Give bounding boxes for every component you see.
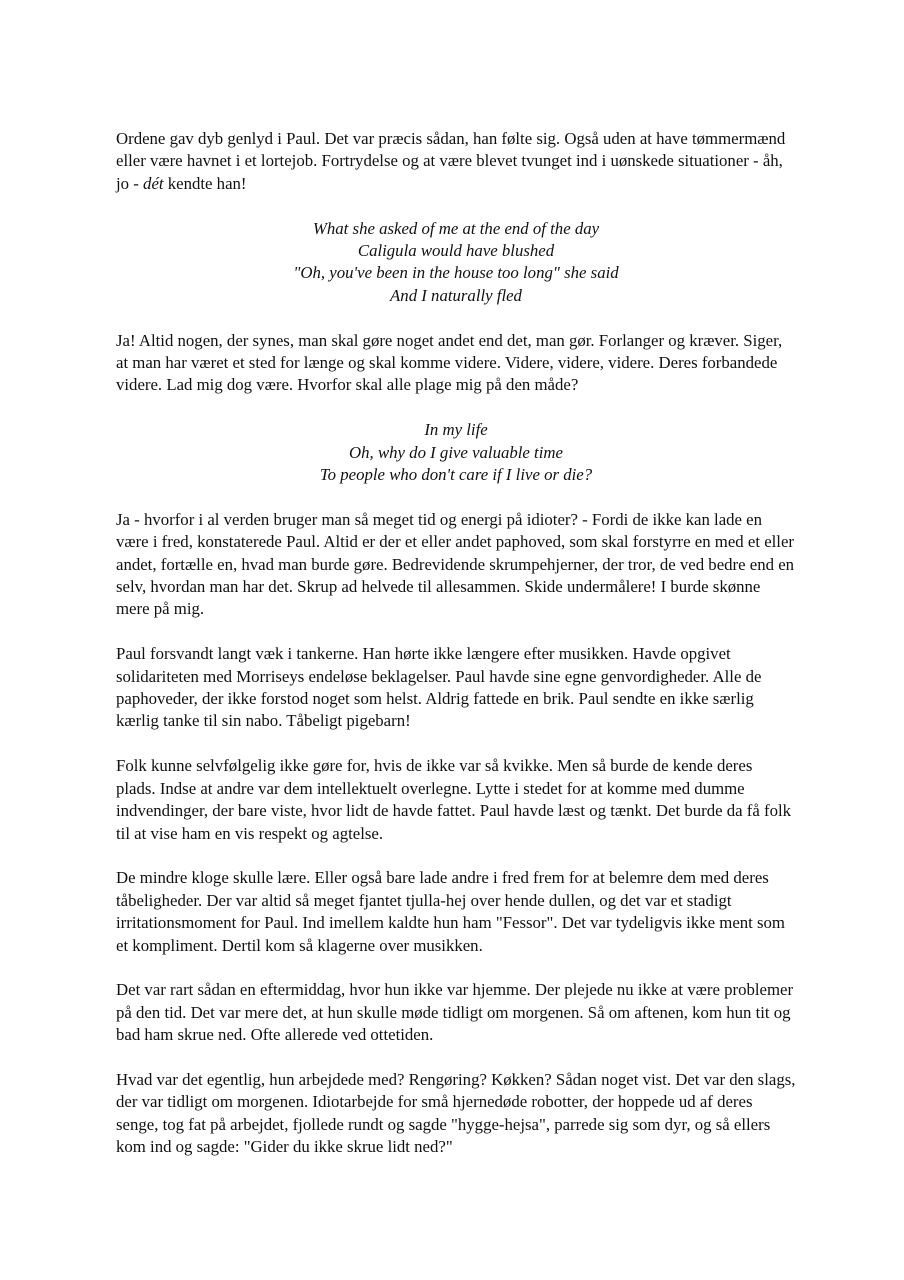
paragraph-1 — [116, 128, 796, 195]
paragraph-6: De mindre kloge skulle lære. Eller også bare lade andre i fred frem for at belemre dem med deres tåbeligheder. Der var altid så meget fjantet tjulla-hej over hende dullen, og det var et stadigt irritationsmoment for Paul. Ind imellem kaldte hun ham "Fessor". Det var tydeligvis ikke ment som et kompliment. Dertil kom så klagerne over musikken. — [116, 868, 785, 955]
document-page — [116, 128, 796, 1181]
lyric-verse-2 — [116, 419, 796, 486]
paragraph-8: Hvad var det egentlig, hun arbejdede med? Rengøring? Køkken? Sådan noget vist. Det var den slags, der var tidligt om morgenen. Idiotarbejde for små hjernedøde robotter, der hoppede ud af deres senge, tog fat på arbejdet, fjollede rundt og sagde "hygge-hejsa", parrede sig som dyr, og så ellers kom ind og sagde: "Gider du ikke skrue lidt ned?" — [116, 1069, 796, 1157]
paragraph-5: Folk kunne selvfølgelig ikke gøre for, hvis de ikke var så kvikke. Men så burde de kende deres plads. Indse at andre var dem intellektuelt overlegne. Lytte i stedet for at komme med dumme indvendinger, der bare viste, hvor lidt de havde fattet. Paul havde læst og tænkt. Det burde da få folk til at vise ham en vis respekt og agtelse. — [116, 756, 792, 843]
verse-line: Oh, why do I give valuable time — [349, 442, 563, 462]
verse-line: Caligula would have blushed — [357, 241, 555, 261]
paragraph-1-emphasis: dét — [143, 173, 164, 193]
verse-line: "Oh, you've been in the house too long" she said — [293, 263, 619, 283]
paragraph-7: Det var rart sådan en eftermiddag, hvor hun ikke var hjemme. Der plejede nu ikke at være problemer på den tid. Det var mere det, at hun skulle møde tidligt om morgenen. Så om aftenen, kom hun tit og bad ham skrue ned. Ofte allerede ved ottetiden. — [116, 980, 794, 1045]
paragraph-1-text: Ordene gav dyb genlyd i Paul. Det var præcis sådan, han følte sig. Også uden at have tømmermænd eller være havnet i et lortejob. Fortrydelse og at være blevet tvunget ind i uønskede situationer - åh, jo - — [116, 129, 786, 193]
paragraph-2: Ja! Altid nogen, der synes, man skal gøre noget andet end det, man gør. Forlanger og kræver. Siger, at man har været et sted for længe og skal komme videre. Videre, videre, videre. Deres forbandede videre. Lad mig dog være. Hvorfor skal alle plage mig på den måde? — [116, 330, 783, 395]
paragraph-4: Paul forsvandt langt væk i tankerne. Han hørte ikke længere efter musikken. Havde opgivet solidariteten med Morriseys endeløse beklagelser. Paul havde sine egne genvordigheder. Alle de paphoveder, der ikke forstod noget som helst. Aldrig fattede en brik. Paul sendte en ikke særlig kærlig tanke til sin nabo. Tåbeligt pigebarn! — [116, 644, 762, 731]
verse-line: To people who don't care if I live or die? — [319, 465, 593, 485]
paragraph-1-ending: kendte han! — [163, 173, 247, 193]
lyric-verse-1 — [116, 218, 796, 308]
verse-line: And I naturally fled — [390, 285, 522, 305]
verse-line: What she asked of me at the end of the day — [312, 218, 600, 238]
paragraph-3: Ja - hvorfor i al verden bruger man så meget tid og energi på idioter? - Fordi de ikke kan lade en være i fred, konstaterede Paul. Altid er der et eller andet paphoved, som skal forstyrre en med et eller andet, fortælle en, hvad man burde gøre. Bedrevidende skrumpehjerner, der tror, de ved bedre end en selv, hvordan man har det. Skrup ad helvede til allesammen. Skide undermålere! I burde skønne mere på mig. — [116, 509, 795, 619]
verse-line: In my life — [424, 420, 488, 440]
